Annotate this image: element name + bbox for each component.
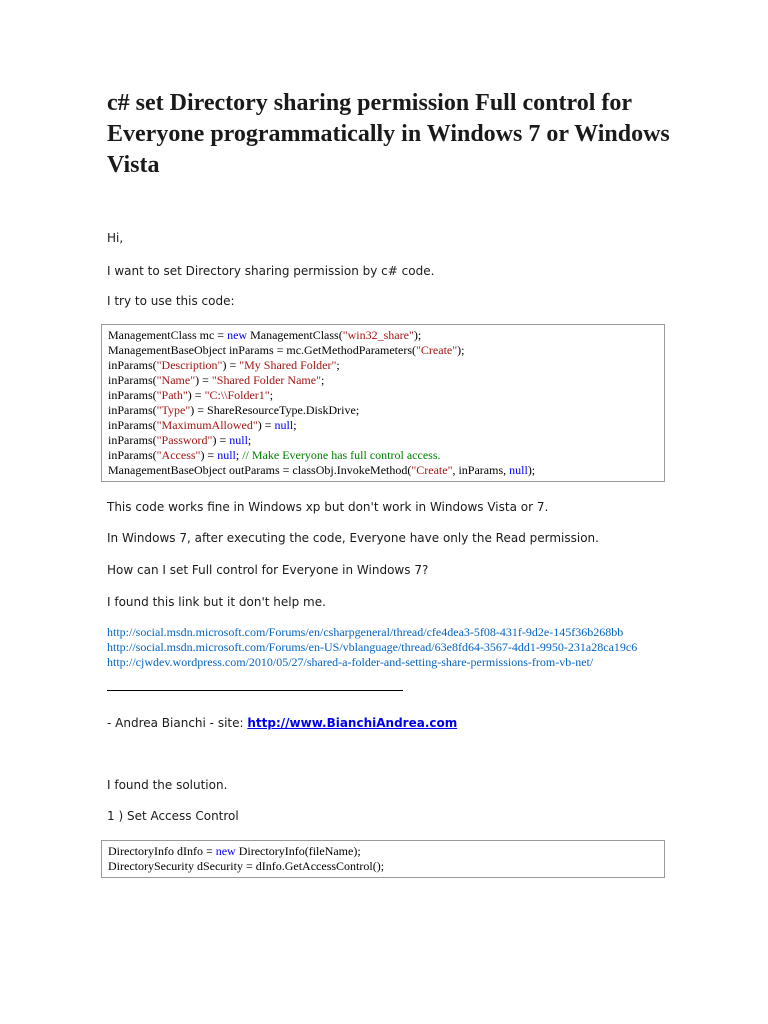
code-line [108, 418, 658, 433]
code-token: null [509, 463, 528, 477]
code-token: ; [269, 388, 274, 402]
code-line [108, 463, 658, 478]
intro-paragraph: I want to set Directory sharing permission by c# code. [107, 264, 435, 278]
signature [107, 716, 457, 731]
code-token: ); [527, 463, 536, 477]
code-token: new [227, 328, 248, 342]
code-token: "C:\\Folder1" [204, 388, 270, 402]
code-token: "win32_share" [342, 328, 414, 342]
code-token: ) = [200, 448, 218, 462]
code-token: null [229, 433, 248, 447]
found-link-paragraph: I found this link but it don't help me. [107, 595, 326, 609]
win7-paragraph: In Windows 7, after executing the code, Everyone have only the Read permission. [107, 531, 599, 545]
code-token: ManagementBaseObject outParams = classObj.InvokeMethod( [108, 463, 412, 477]
code-token: "Type" [156, 403, 191, 417]
code-token: ; [293, 418, 297, 432]
code-token: "Access" [156, 448, 201, 462]
code-token: , inParams, [452, 463, 510, 477]
code-line [108, 328, 658, 343]
code-token: ManagementBaseObject inParams = mc.GetMethodParameters( [108, 343, 417, 357]
code-line [108, 403, 658, 418]
code-token: "Create" [416, 343, 458, 357]
code-line [108, 373, 658, 388]
code-token: ManagementClass mc = [108, 328, 228, 342]
divider-line [107, 690, 403, 691]
reference-links [107, 625, 637, 670]
code-line [108, 388, 658, 403]
code-token: ) = ShareResourceType.DiskDrive; [190, 403, 360, 417]
code-line [108, 433, 658, 448]
code-token: ; [320, 373, 325, 387]
works-paragraph: This code works fine in Windows xp but don't work in Windows Vista or 7. [107, 500, 549, 514]
reference-link-3[interactable]: http://cjwdev.wordpress.com/2010/05/27/shared-a-folder-and-setting-share-permissions-from-vb-net/ [107, 655, 594, 669]
code-line [108, 358, 658, 373]
code-token: inParams( [108, 388, 157, 402]
code-token: ; [247, 433, 252, 447]
code-token: inParams( [108, 418, 157, 432]
code-token: "Name" [156, 373, 196, 387]
code-token: ) = [212, 433, 230, 447]
code-token: inParams( [108, 433, 157, 447]
code-token: inParams( [108, 403, 157, 417]
solution-paragraph: I found the solution. [107, 778, 228, 792]
code-token: ); [413, 328, 422, 342]
code-token: "My Shared Folder" [239, 358, 337, 372]
try-paragraph: I try to use this code: [107, 294, 235, 308]
code-block-access-control [101, 840, 665, 878]
code-line [108, 844, 658, 859]
code-token: // Make Everyone has full control access. [242, 448, 441, 462]
code-token: inParams( [108, 373, 157, 387]
signature-prefix: - Andrea Bianchi - site: [107, 716, 248, 730]
code-token: "Password" [156, 433, 213, 447]
code-token: DirectorySecurity dSecurity = dInfo.GetAccessControl(); [108, 859, 385, 873]
page-title: c# set Directory sharing permission Full control for Everyone programmatically in Windows 7 or Windows Vista [107, 90, 670, 178]
code-token: ManagementClass( [247, 328, 343, 342]
code-token: DirectoryInfo dInfo = [108, 844, 216, 858]
code-block-share [101, 324, 665, 482]
code-token: ) = [257, 418, 275, 432]
code-token: "MaximumAllowed" [156, 418, 258, 432]
code-token: "Create" [411, 463, 453, 477]
code-token: ; [336, 358, 340, 372]
code-line [108, 448, 658, 463]
code-token: DirectoryInfo(fileName); [235, 844, 361, 858]
code-token: ) = [195, 373, 212, 387]
signature-site-link[interactable]: http://www.BianchiAndrea.com [247, 716, 458, 730]
code-token: ); [457, 343, 465, 357]
code-token: inParams( [108, 358, 157, 372]
code-token: null [217, 448, 236, 462]
reference-link-2[interactable]: http://social.msdn.microsoft.com/Forums/en-US/vblanguage/thread/63e8fd64-3567-4dd1-9950-231a28ca19c6 [107, 640, 638, 654]
code-token: ; [235, 448, 243, 462]
code-token: "Path" [156, 388, 188, 402]
code-token: "Description" [156, 358, 223, 372]
code-token: null [274, 418, 294, 432]
greeting: Hi, [107, 231, 124, 245]
code-token: new [215, 844, 236, 858]
reference-link-1[interactable]: http://social.msdn.microsoft.com/Forums/en/csharpgeneral/thread/cfe4dea3-5f08-431f-9d2e-145f36b268bb [107, 625, 624, 639]
step1-heading: 1 ) Set Access Control [107, 809, 239, 823]
code-line [108, 859, 658, 874]
code-token: "Shared Folder Name" [211, 373, 321, 387]
code-token: ) = [187, 388, 205, 402]
code-line [108, 343, 658, 358]
code-token: inParams( [108, 448, 157, 462]
code-token: ) = [222, 358, 240, 372]
question-paragraph: How can I set Full control for Everyone in Windows 7? [107, 563, 429, 577]
